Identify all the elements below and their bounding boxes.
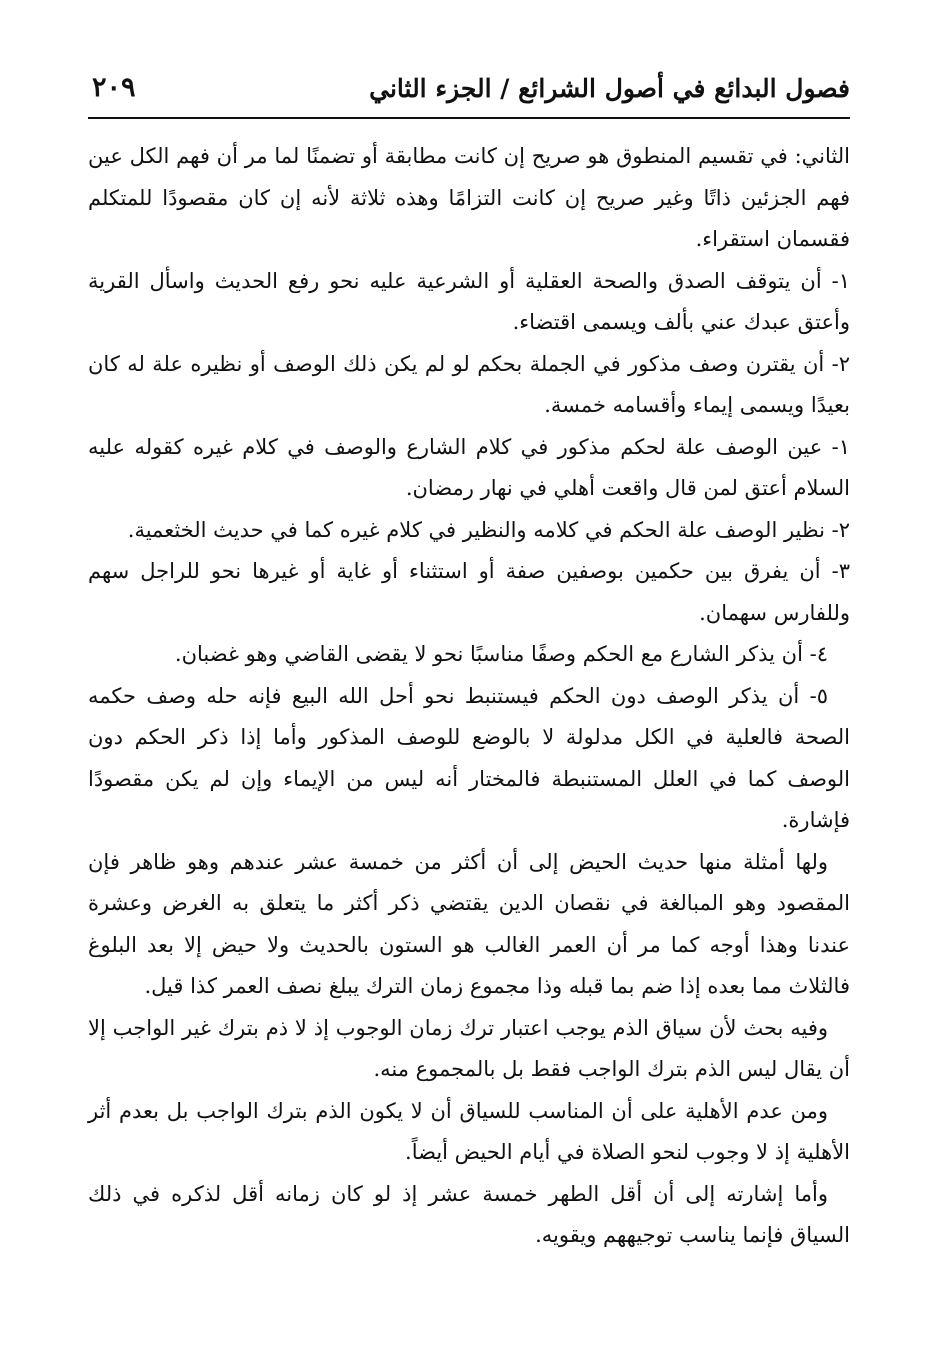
page-number: ٢٠٩ xyxy=(92,72,136,103)
paragraph-iqtida: ١- أن يتوقف الصدق والصحة العقلية أو الشرعية عليه نحو رفع الحديث واسأل القرية وأعتق عبدك عني بألف ويسمى اقتضاء. xyxy=(88,268,850,334)
paragraph-ima-type-3: ٣- أن يفرق بين حكمين بوصفين صفة أو استثناء أو غاية أو غيرها نحو للراجل سهم وللفارس سهمان. xyxy=(88,559,850,625)
paragraph-ima-type-5: ٥- أن يذكر الوصف دون الحكم فيستنبط نحو أحل الله البيع فإنه حله وصف حكمه الصحة فالعلية في الكل مدلولة لا بالوضع للوصف المذكور وأما إذا ذكر الحكم دون الوصف كما في العلل المستنبطة فالمختار أنه ليس من الإيماء وإن لم يكن مقصودًا فإشارة. xyxy=(88,683,850,832)
body-text xyxy=(88,136,850,1257)
paragraph-discussion: وفيه بحث لأن سياق الذم يوجب اعتبار ترك زمان الوجوب إذ لا ذم بترك غير الواجب إلا أن يقال ليس الذم بترك الواجب فقط بل بالمجموع منه. xyxy=(88,1015,850,1081)
paragraph-ima-type-4: ٤- أن يذكر الشارع مع الحكم وصفًا مناسبًا نحو لا يقضى القاضي وهو غضبان. xyxy=(174,642,828,666)
paragraph-ima-type-1: ١- عين الوصف علة لحكم مذكور في كلام الشارع والوصف في كلام غيره كقوله عليه السلام أعتق لمن قال واقعت أهلي في نهار رمضان. xyxy=(88,434,850,500)
paragraph-intro: الثاني: في تقسيم المنطوق هو صريح إن كانت مطابقة أو تضمنًا لما مر أن فهم الكل عين فهم الجزئين ذاتًا وغير صريح إن كانت التزامًا وهذه ثلاثة لأنه إن كان مقصودًا للمتكلم فقسمان استقراء. xyxy=(88,144,850,251)
book-page xyxy=(88,62,850,1257)
paragraph-tuhr: وأما إشارته إلى أن أقل الطهر خمسة عشر إذ لو كان زمانه أقل لذكره في ذلك السياق فإنما يناسب توجيههم ويقويه. xyxy=(88,1181,850,1247)
book-title: فصول البدائع في أصول الشرائع / الجزء الثاني xyxy=(369,74,850,103)
running-header xyxy=(88,62,850,119)
paragraph-ima-type-2: ٢- نظير الوصف علة الحكم في كلامه والنظير في كلام غيره كما في حديث الخثعمية. xyxy=(127,517,850,542)
paragraph-ahliyya: ومن عدم الأهلية على أن المناسب للسياق أن لا يكون الذم بترك الواجب بل بعدم أثر الأهلية إذ لا وجوب لنحو الصلاة في أيام الحيض أيضاً. xyxy=(88,1098,850,1164)
paragraph-ima: ٢- أن يقترن وصف مذكور في الجملة بحكم لو لم يكن ذلك الوصف أو نظيره علة له كان بعيدًا ويسمى إيماء وأقسامه خمسة. xyxy=(88,351,850,417)
paragraph-examples: ولها أمثلة منها حديث الحيض إلى أن أكثر من خمسة عشر عندهم وهو ظاهر فإن المقصود وهو المبالغة في نقصان الدين يقتضي ذكر أكثر ما يتعلق به الغرض وعشرة عندنا وهذا أوجه كما مر أن العمر الغالب هو الستون بالحديث ولا حيض إلا بعد البلوغ فالثلاث مما بعده إذا ضم بما قبله وذا مجموع زمان الترك يبلغ نصف العمر كذا قيل. xyxy=(88,849,850,998)
